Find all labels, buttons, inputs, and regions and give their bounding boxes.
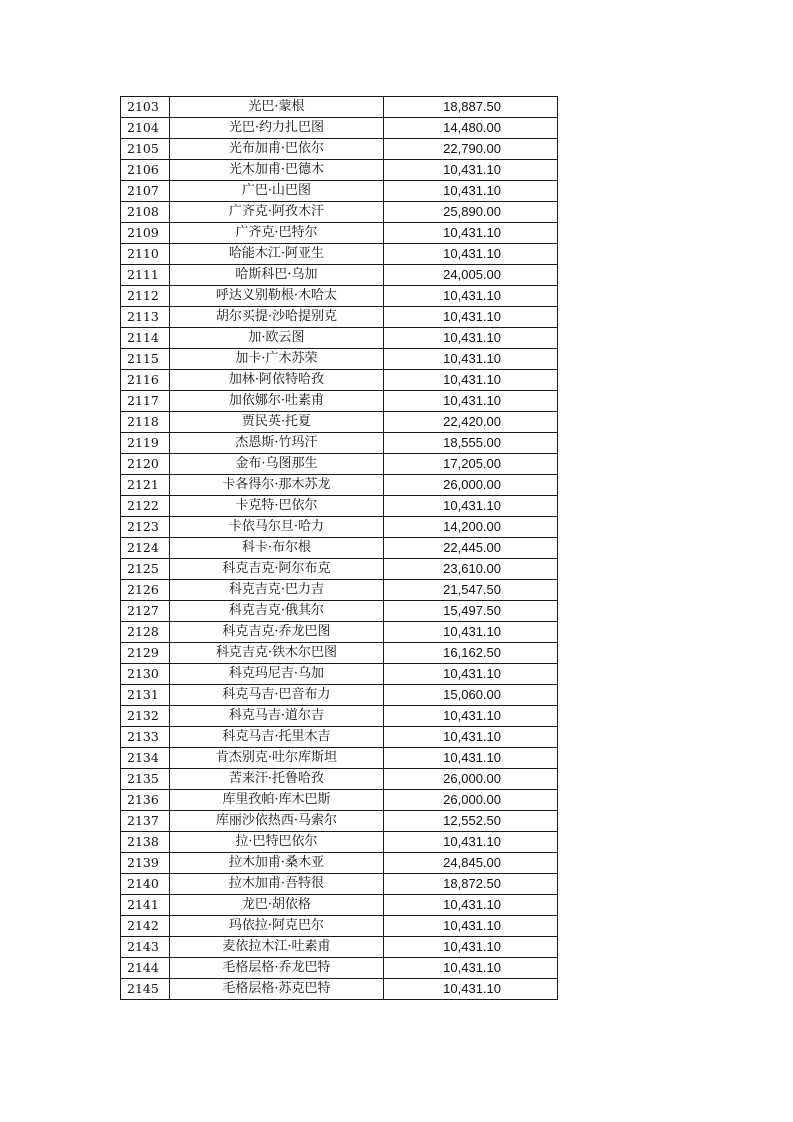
table-row — [121, 97, 558, 118]
row-number-cell: 2106 — [121, 160, 170, 181]
name-cell: 科卡·布尔根 — [170, 538, 384, 559]
name-cell: 加·欧云图 — [170, 328, 384, 349]
row-number-cell: 2108 — [121, 202, 170, 223]
table-row — [121, 706, 558, 727]
row-number-cell: 2115 — [121, 349, 170, 370]
row-number-cell: 2104 — [121, 118, 170, 139]
row-number-cell: 2123 — [121, 517, 170, 538]
table-row — [121, 118, 558, 139]
table-row — [121, 454, 558, 475]
row-number-cell: 2120 — [121, 454, 170, 475]
table-row — [121, 979, 558, 1000]
table-row — [121, 811, 558, 832]
amount-cell: 15,497.50 — [384, 601, 558, 622]
table-row — [121, 937, 558, 958]
name-cell: 科克吉克·阿尔布克 — [170, 559, 384, 580]
table-row — [121, 391, 558, 412]
amount-cell: 22,445.00 — [384, 538, 558, 559]
amount-cell: 10,431.10 — [384, 979, 558, 1000]
row-number-cell: 2122 — [121, 496, 170, 517]
data-table — [120, 96, 558, 1000]
amount-cell: 26,000.00 — [384, 769, 558, 790]
table-row — [121, 538, 558, 559]
table-row — [121, 853, 558, 874]
table-row — [121, 748, 558, 769]
table-row — [121, 349, 558, 370]
name-cell: 科克吉克·俄其尔 — [170, 601, 384, 622]
row-number-cell: 2111 — [121, 265, 170, 286]
amount-cell: 10,431.10 — [384, 328, 558, 349]
table-row — [121, 790, 558, 811]
row-number-cell: 2124 — [121, 538, 170, 559]
name-cell: 呼达义别勒根·木哈太 — [170, 286, 384, 307]
name-cell: 科克吉克·乔龙巴图 — [170, 622, 384, 643]
table-row — [121, 370, 558, 391]
amount-cell: 22,790.00 — [384, 139, 558, 160]
name-cell: 库里孜帕·库木巴斯 — [170, 790, 384, 811]
name-cell: 广巴·山巴图 — [170, 181, 384, 202]
name-cell: 拉·巴特巴依尔 — [170, 832, 384, 853]
name-cell: 加卡·广木苏荣 — [170, 349, 384, 370]
name-cell: 卡各得尔·那木苏龙 — [170, 475, 384, 496]
amount-cell: 18,555.00 — [384, 433, 558, 454]
row-number-cell: 2136 — [121, 790, 170, 811]
table-row — [121, 496, 558, 517]
row-number-cell: 2145 — [121, 979, 170, 1000]
name-cell: 科克吉克·铁木尔巴图 — [170, 643, 384, 664]
row-number-cell: 2114 — [121, 328, 170, 349]
name-cell: 广齐克·巴特尔 — [170, 223, 384, 244]
table-row — [121, 895, 558, 916]
row-number-cell: 2117 — [121, 391, 170, 412]
name-cell: 胡尔买提·沙哈提别克 — [170, 307, 384, 328]
amount-cell: 14,480.00 — [384, 118, 558, 139]
amount-cell: 25,890.00 — [384, 202, 558, 223]
row-number-cell: 2107 — [121, 181, 170, 202]
amount-cell: 24,005.00 — [384, 265, 558, 286]
table-row — [121, 286, 558, 307]
amount-cell: 18,887.50 — [384, 97, 558, 118]
row-number-cell: 2121 — [121, 475, 170, 496]
row-number-cell: 2113 — [121, 307, 170, 328]
row-number-cell: 2126 — [121, 580, 170, 601]
name-cell: 贾民英·托夏 — [170, 412, 384, 433]
amount-cell: 21,547.50 — [384, 580, 558, 601]
table-row — [121, 244, 558, 265]
row-number-cell: 2141 — [121, 895, 170, 916]
row-number-cell: 2130 — [121, 664, 170, 685]
row-number-cell: 2133 — [121, 727, 170, 748]
name-cell: 肯杰别克·吐尔库斯坦 — [170, 748, 384, 769]
table-row — [121, 517, 558, 538]
name-cell: 光巴·约力扎巴图 — [170, 118, 384, 139]
table-row — [121, 769, 558, 790]
amount-cell: 10,431.10 — [384, 895, 558, 916]
amount-cell: 10,431.10 — [384, 664, 558, 685]
table-row — [121, 727, 558, 748]
amount-cell: 10,431.10 — [384, 748, 558, 769]
amount-cell: 14,200.00 — [384, 517, 558, 538]
amount-cell: 10,431.10 — [384, 622, 558, 643]
name-cell: 毛格层格·乔龙巴特 — [170, 958, 384, 979]
name-cell: 龙巴·胡依格 — [170, 895, 384, 916]
row-number-cell: 2103 — [121, 97, 170, 118]
row-number-cell: 2116 — [121, 370, 170, 391]
name-cell: 拉木加甫·吾特很 — [170, 874, 384, 895]
amount-cell: 10,431.10 — [384, 370, 558, 391]
amount-cell: 10,431.10 — [384, 349, 558, 370]
table-row — [121, 580, 558, 601]
row-number-cell: 2112 — [121, 286, 170, 307]
table-row — [121, 643, 558, 664]
table-row — [121, 916, 558, 937]
amount-cell: 12,552.50 — [384, 811, 558, 832]
name-cell: 麦依拉木江·吐素甫 — [170, 937, 384, 958]
row-number-cell: 2131 — [121, 685, 170, 706]
table-row — [121, 328, 558, 349]
amount-cell: 10,431.10 — [384, 727, 558, 748]
table-row — [121, 265, 558, 286]
table-row — [121, 412, 558, 433]
amount-cell: 10,431.10 — [384, 832, 558, 853]
row-number-cell: 2129 — [121, 643, 170, 664]
amount-cell: 17,205.00 — [384, 454, 558, 475]
name-cell: 金布·乌图那生 — [170, 454, 384, 475]
name-cell: 科克马吉·巴音布力 — [170, 685, 384, 706]
row-number-cell: 2139 — [121, 853, 170, 874]
amount-cell: 15,060.00 — [384, 685, 558, 706]
row-number-cell: 2109 — [121, 223, 170, 244]
row-number-cell: 2134 — [121, 748, 170, 769]
name-cell: 科克玛尼吉·乌加 — [170, 664, 384, 685]
amount-cell: 10,431.10 — [384, 937, 558, 958]
amount-cell: 23,610.00 — [384, 559, 558, 580]
row-number-cell: 2119 — [121, 433, 170, 454]
table-row — [121, 181, 558, 202]
name-cell: 科克马吉·托里木吉 — [170, 727, 384, 748]
name-cell: 加依娜尔·吐素甫 — [170, 391, 384, 412]
amount-cell: 18,872.50 — [384, 874, 558, 895]
row-number-cell: 2142 — [121, 916, 170, 937]
name-cell: 广齐克·阿孜木汗 — [170, 202, 384, 223]
row-number-cell: 2132 — [121, 706, 170, 727]
amount-cell: 22,420.00 — [384, 412, 558, 433]
name-cell: 哈能木江·阿亚生 — [170, 244, 384, 265]
amount-cell: 10,431.10 — [384, 916, 558, 937]
row-number-cell: 2135 — [121, 769, 170, 790]
name-cell: 哈斯科巴·乌加 — [170, 265, 384, 286]
amount-cell: 26,000.00 — [384, 475, 558, 496]
row-number-cell: 2140 — [121, 874, 170, 895]
name-cell: 科克吉克·巴力吉 — [170, 580, 384, 601]
table-row — [121, 307, 558, 328]
amount-cell: 26,000.00 — [384, 790, 558, 811]
amount-cell: 10,431.10 — [384, 181, 558, 202]
table-row — [121, 664, 558, 685]
table-row — [121, 958, 558, 979]
name-cell: 卡依马尔旦·哈力 — [170, 517, 384, 538]
table-row — [121, 622, 558, 643]
name-cell: 卡克特·巴依尔 — [170, 496, 384, 517]
name-cell: 库丽沙依热西·马索尔 — [170, 811, 384, 832]
amount-cell: 10,431.10 — [384, 958, 558, 979]
table-row — [121, 202, 558, 223]
name-cell: 光木加甫·巴德木 — [170, 160, 384, 181]
table-row — [121, 874, 558, 895]
table-row — [121, 139, 558, 160]
table-row — [121, 685, 558, 706]
row-number-cell: 2105 — [121, 139, 170, 160]
table-row — [121, 160, 558, 181]
amount-cell: 24,845.00 — [384, 853, 558, 874]
amount-cell: 10,431.10 — [384, 244, 558, 265]
row-number-cell: 2127 — [121, 601, 170, 622]
table-row — [121, 223, 558, 244]
name-cell: 光巴·蒙根 — [170, 97, 384, 118]
table-row — [121, 601, 558, 622]
row-number-cell: 2143 — [121, 937, 170, 958]
name-cell: 科克马吉·道尔吉 — [170, 706, 384, 727]
amount-cell: 10,431.10 — [384, 223, 558, 244]
name-cell: 拉木加甫·桑木亚 — [170, 853, 384, 874]
table-row — [121, 433, 558, 454]
name-cell: 光布加甫·巴依尔 — [170, 139, 384, 160]
amount-cell: 10,431.10 — [384, 286, 558, 307]
row-number-cell: 2118 — [121, 412, 170, 433]
name-cell: 毛格层格·苏克巴特 — [170, 979, 384, 1000]
amount-cell: 16,162.50 — [384, 643, 558, 664]
row-number-cell: 2138 — [121, 832, 170, 853]
row-number-cell: 2144 — [121, 958, 170, 979]
name-cell: 加林·阿依特哈孜 — [170, 370, 384, 391]
name-cell: 苦来汗·托鲁哈孜 — [170, 769, 384, 790]
amount-cell: 10,431.10 — [384, 706, 558, 727]
amount-cell: 10,431.10 — [384, 307, 558, 328]
amount-cell: 10,431.10 — [384, 160, 558, 181]
name-cell: 玛依拉·阿克巴尔 — [170, 916, 384, 937]
name-cell: 杰恩斯·竹玛汗 — [170, 433, 384, 454]
table-row — [121, 559, 558, 580]
row-number-cell: 2128 — [121, 622, 170, 643]
table-row — [121, 475, 558, 496]
amount-cell: 10,431.10 — [384, 391, 558, 412]
row-number-cell: 2137 — [121, 811, 170, 832]
row-number-cell: 2125 — [121, 559, 170, 580]
table-row — [121, 832, 558, 853]
table-body — [121, 97, 558, 1000]
row-number-cell: 2110 — [121, 244, 170, 265]
amount-cell: 10,431.10 — [384, 496, 558, 517]
